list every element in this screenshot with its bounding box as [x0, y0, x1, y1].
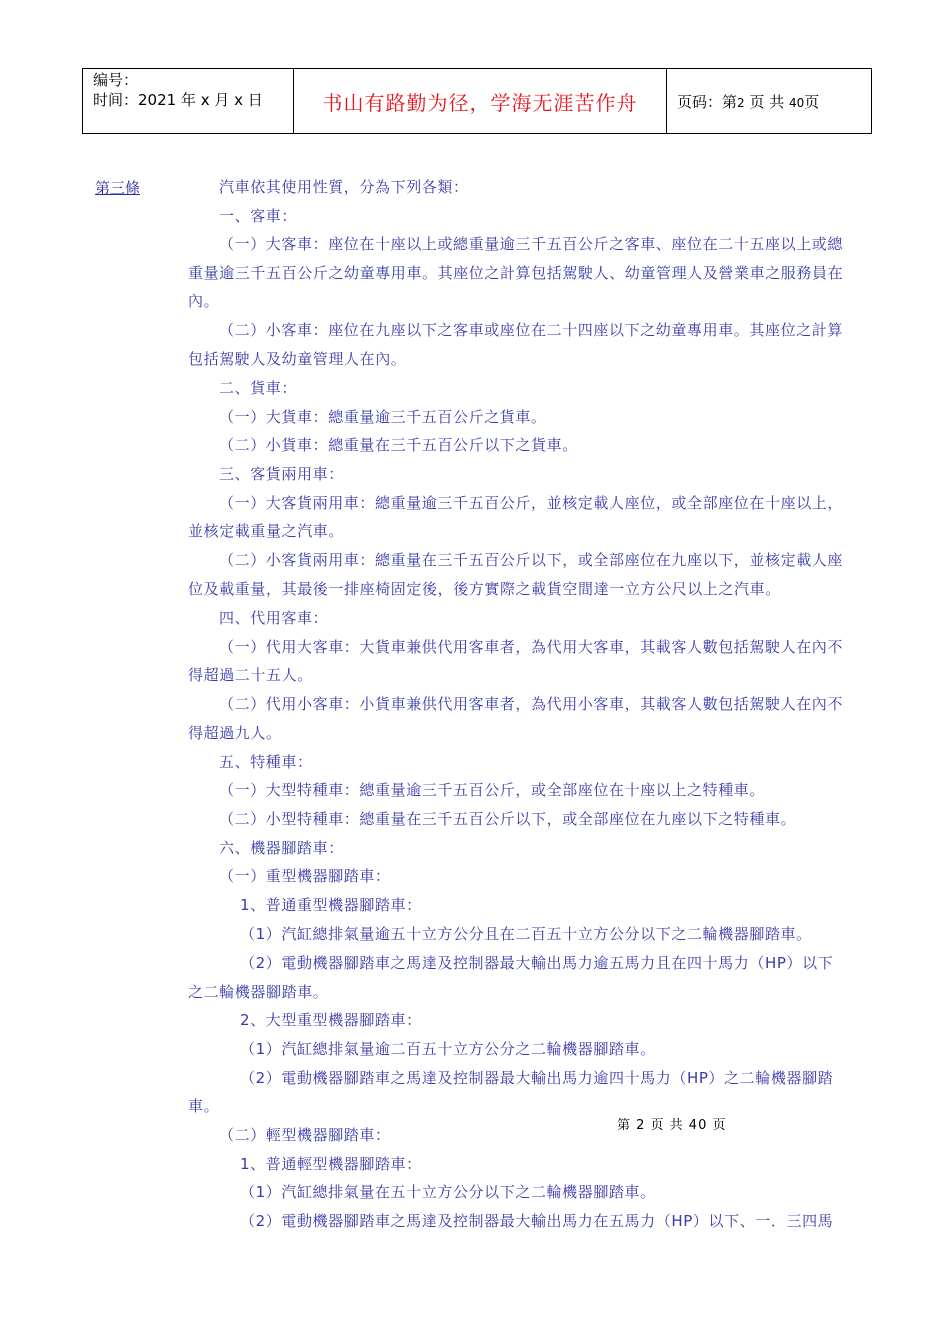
body-line: 1、普通重型機器腳踏車： [240, 896, 422, 914]
body-line: 六、機器腳踏車： [219, 839, 344, 857]
body-line: 包括駕駛人及幼童管理人在內。 [188, 350, 407, 368]
body-line: 並核定載重量之汽車。 [188, 522, 345, 540]
article-link[interactable]: 第三條 [95, 179, 141, 197]
body-line: 四、代用客車： [219, 609, 329, 627]
body-line: （2）電動機器腳踏車之馬達及控制器最大輸出馬力逾五馬力且在四十馬力（HP）以下 [240, 954, 834, 972]
page-footer: 第 2 页 共 40 页 [617, 1118, 727, 1133]
body-line: 五、特種車： [219, 753, 313, 771]
body-line: （一）代用大客車：大貨車兼供代用客車者，為代用大客車，其載客人數包括駕駛人在內不 [219, 638, 844, 656]
body-line: 一、客車： [219, 207, 298, 225]
body-line: （1）汽缸總排氣量在五十立方公分以下之二輪機器腳踏車。 [240, 1183, 656, 1201]
body-line: （一）大型特種車：總重量逾三千五百公斤，或全部座位在十座以上之特種車。 [219, 781, 766, 799]
body-line: （1）汽缸總排氣量逾二百五十立方公分之二輪機器腳踏車。 [240, 1040, 656, 1058]
body-line: （二）代用小客車：小貨車兼供代用客車者，為代用小客車，其載客人數包括駕駛人在內不 [219, 695, 844, 713]
page-prefix: 页码：第 [677, 92, 738, 111]
body-line: （一）大客貨兩用車：總重量逾三千五百公斤，並核定載人座位，或全部座位在十座以上， [219, 494, 844, 512]
header-page-cell [667, 69, 872, 134]
body-line: 得超過九人。 [188, 724, 282, 742]
body-line: （一）大貨車：總重量逾三千五百公斤之貨車。 [219, 408, 547, 426]
body-line: （二）小客車：座位在九座以下之客車或座位在二十四座以下之幼童專用車。其座位之計算 [219, 321, 844, 339]
page-total: 40 [789, 95, 805, 110]
body-line: 車。 [188, 1097, 220, 1115]
body-line: （2）電動機器腳踏車之馬達及控制器最大輸出馬力在五馬力（HP）以下、一．三四馬 [240, 1212, 834, 1230]
page-number: 2 [737, 95, 745, 110]
body-line: 位及載重量，其最後一排座椅固定後，後方實際之載貨空間達一立方公尺以上之汽車。 [188, 580, 781, 598]
body-line: （2）電動機器腳踏車之馬達及控制器最大輸出馬力逾四十馬力（HP）之二輪機器腳踏 [240, 1069, 834, 1087]
body-line: （二）小貨車：總重量在三千五百公斤以下之貨車。 [219, 436, 578, 454]
body-line: （二）輕型機器腳踏車： [219, 1126, 391, 1144]
body-line: 之二輪機器腳踏車。 [188, 983, 329, 1001]
motto: 书山有路勤为径，学海无涯苦作舟 [322, 90, 638, 115]
header-table [82, 68, 872, 134]
number-label: 编号： [93, 71, 139, 89]
body-line: （一）大客車：座位在十座以上或總重量逾三千五百公斤之客車、座位在二十五座以上或總 [219, 235, 844, 253]
body-line: 2、大型重型機器腳踏車： [240, 1011, 422, 1029]
body-line: （二）小型特種車：總重量在三千五百公斤以下，或全部座位在九座以下之特種車。 [219, 810, 797, 828]
body-line: 二、貨車： [219, 379, 298, 397]
time-label: 时间：2021 年 x 月 x 日 [93, 91, 263, 109]
body-line: 1、普通輕型機器腳踏車： [240, 1155, 422, 1173]
body-line: （二）小客貨兩用車：總重量在三千五百公斤以下，或全部座位在九座以下，並核定載人座 [219, 551, 844, 569]
page-suffix: 页 [804, 92, 820, 111]
header-motto-cell [294, 69, 667, 134]
body-line: （一）重型機器腳踏車： [219, 867, 391, 885]
body-line: 重量逾三千五百公斤之幼童專用車。其座位之計算包括駕駛人、幼童管理人及營業車之服務員在 [188, 264, 844, 282]
body-line: （1）汽缸總排氣量逾五十立方公分且在二百五十立方公分以下之二輪機器腳踏車。 [240, 925, 812, 943]
body-line: 三、客貨兩用車： [219, 465, 344, 483]
body-line: 內。 [188, 292, 220, 310]
body-line: 得超過二十五人。 [188, 666, 313, 684]
body-line: 汽車依其使用性質，分為下列各類： [219, 178, 469, 196]
page-mid: 页 共 [749, 92, 785, 111]
header-info-cell [83, 69, 294, 134]
